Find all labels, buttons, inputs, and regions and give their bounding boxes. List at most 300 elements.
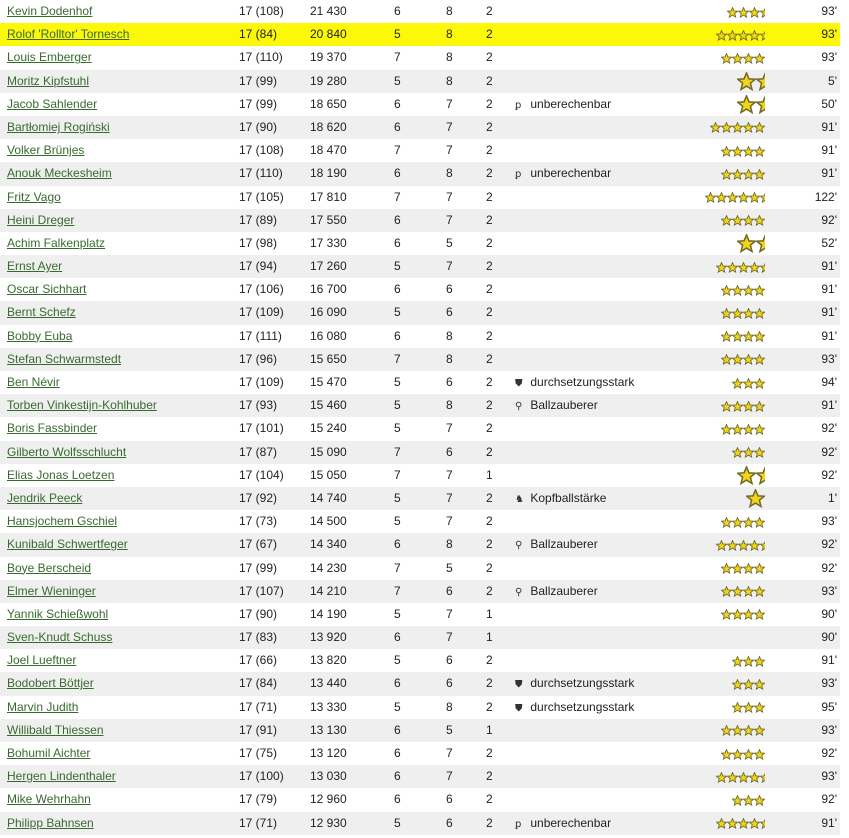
fitness-value: 91' (821, 815, 837, 830)
skill-value-2: 8 (446, 351, 453, 366)
star-icon (727, 262, 738, 273)
shield-icon: ⛊ (515, 679, 523, 691)
table-row (0, 209, 840, 232)
fitness-value: 93' (821, 27, 837, 42)
star-icon (754, 586, 765, 597)
skill-value-3: 2 (486, 699, 493, 714)
player-age: 17 (87) (239, 444, 278, 459)
star-rating (721, 422, 765, 436)
fitness-value: 91' (821, 259, 837, 274)
skill-value-2: 7 (446, 514, 453, 529)
star-icon (721, 424, 732, 435)
player-age: 17 (94) (239, 259, 278, 274)
fitness-value: 1' (828, 490, 837, 505)
star-rating (721, 214, 765, 228)
star-icon (716, 818, 727, 829)
fitness-value: 91' (821, 328, 837, 343)
skill-value-2: 6 (446, 792, 453, 807)
fitness-value: 91' (821, 653, 837, 668)
star-rating (721, 283, 765, 297)
star-icon (737, 466, 756, 485)
player-age: 17 (99) (239, 560, 278, 575)
specialty-label: Ballzauberer (530, 583, 598, 598)
star-icon (743, 702, 754, 713)
star-icon (721, 563, 732, 574)
market-value: 13 920 (310, 630, 347, 645)
skill-value-2: 7 (446, 189, 453, 204)
fitness-value: 92' (821, 746, 837, 760)
skill-value-1: 5 (394, 490, 401, 505)
player-age: 17 (108) (239, 4, 284, 18)
star-icon (710, 122, 721, 133)
skill-value-3: 2 (486, 653, 493, 668)
skill-value-2: 5 (446, 722, 453, 737)
half-star-icon (756, 95, 766, 114)
skill-value-3: 1 (486, 722, 493, 737)
star-icon (732, 378, 743, 389)
star-rating (732, 793, 765, 807)
market-value: 12 930 (310, 815, 347, 830)
market-value: 14 210 (310, 583, 347, 598)
skill-value-3: 2 (486, 444, 493, 459)
star-icon (749, 262, 760, 273)
player-name-link[interactable]: Hansjochem Gschiel (7, 514, 118, 529)
half-star-icon (760, 7, 766, 18)
table-row (0, 23, 840, 46)
star-rating (716, 28, 766, 42)
star-icon (743, 447, 754, 458)
half-star-icon (760, 772, 766, 783)
skill-value-3: 2 (486, 166, 493, 181)
skill-value-2: 8 (446, 328, 453, 343)
star-icon (732, 679, 743, 690)
table-row (0, 487, 840, 510)
star-icon (732, 749, 743, 760)
market-value: 14 340 (310, 537, 347, 552)
table-row (0, 116, 840, 139)
player-name-link[interactable]: Philipp Bahnsen (7, 815, 94, 830)
star-rating (710, 121, 765, 135)
player-name-link[interactable]: Stefan Schwarmstedt (7, 351, 122, 366)
market-value: 15 050 (310, 467, 347, 482)
player-age: 17 (109) (239, 375, 284, 389)
table-row (0, 255, 840, 278)
star-rating (721, 167, 765, 181)
skill-value-2: 8 (446, 4, 453, 18)
player-name-link[interactable]: Yannik Schießwohl (7, 606, 109, 621)
market-value: 13 820 (310, 653, 347, 668)
star-icon (743, 146, 754, 157)
skill-value-3: 1 (486, 606, 493, 621)
star-rating (737, 95, 766, 114)
star-icon (754, 285, 765, 296)
specialty (515, 696, 634, 720)
player-age: 17 (108) (239, 143, 284, 158)
star-rating (721, 608, 765, 622)
market-value: 15 240 (310, 421, 347, 436)
market-value: 14 190 (310, 606, 347, 621)
player-name-link[interactable]: Fritz Vago (7, 189, 61, 204)
star-icon (738, 540, 749, 551)
skill-value-1: 5 (394, 606, 401, 621)
player-name-link[interactable]: Torben Vinkestijn-Kohlhuber (7, 398, 157, 413)
skill-value-2: 7 (446, 630, 453, 645)
half-star-icon (760, 818, 766, 829)
star-icon (716, 772, 727, 783)
skill-value-3: 2 (486, 769, 493, 784)
table-row (0, 696, 840, 719)
star-icon (716, 30, 727, 41)
star-icon (743, 331, 754, 342)
star-icon (716, 540, 727, 551)
fitness-value: 92' (821, 421, 837, 436)
specialty (515, 93, 611, 117)
player-age: 17 (92) (239, 490, 278, 505)
skill-value-2: 7 (446, 259, 453, 274)
star-icon (743, 401, 754, 412)
skill-value-2: 8 (446, 73, 453, 88)
table-row (0, 70, 840, 93)
skill-value-2: 7 (446, 119, 453, 134)
star-rating (721, 724, 765, 738)
player-age: 17 (84) (239, 676, 278, 691)
skill-value-1: 6 (394, 676, 401, 691)
star-icon (727, 30, 738, 41)
skill-value-3: 2 (486, 50, 493, 65)
skill-value-1: 6 (394, 630, 401, 645)
star-rating (732, 677, 765, 691)
skill-value-2: 7 (446, 606, 453, 621)
player-name-link[interactable]: Elias Jonas Loetzen (7, 467, 115, 482)
star-icon (721, 609, 732, 620)
star-icon (754, 424, 765, 435)
market-value: 18 650 (310, 96, 347, 111)
star-rating (721, 51, 765, 65)
ball-icon: ⚲ (515, 401, 523, 413)
skill-value-2: 6 (446, 653, 453, 668)
skill-value-3: 2 (486, 490, 493, 505)
specialty (515, 812, 611, 836)
fitness-value: 50' (821, 96, 837, 111)
star-icon (754, 215, 765, 226)
market-value: 19 280 (310, 73, 347, 88)
player-name-link[interactable]: Hergen Lindenthaler (7, 769, 116, 784)
skill-value-1: 7 (394, 467, 401, 482)
skill-value-2: 8 (446, 166, 453, 181)
skill-value-1: 7 (394, 143, 401, 158)
player-age: 17 (67) (239, 537, 278, 552)
specialty-label: durchsetzungsstark (530, 676, 635, 691)
table-row (0, 533, 840, 556)
player-name-link[interactable]: Bernt Schefz (7, 305, 76, 320)
market-value: 21 430 (310, 4, 347, 18)
player-age: 17 (99) (239, 73, 278, 88)
skill-value-3: 1 (486, 630, 493, 645)
table-row (0, 672, 840, 695)
skill-value-3: 2 (486, 73, 493, 88)
market-value: 16 090 (310, 305, 347, 320)
star-icon (754, 146, 765, 157)
player-name-link[interactable]: Achim Falkenplatz (7, 235, 106, 250)
fitness-value: 93' (821, 676, 837, 691)
star-rating (716, 538, 766, 552)
star-rating (732, 376, 765, 390)
fitness-value: 93' (821, 769, 837, 784)
market-value: 18 190 (310, 166, 347, 181)
star-icon (732, 656, 743, 667)
skill-value-3: 2 (486, 375, 493, 389)
table-row (0, 371, 840, 394)
market-value: 14 500 (310, 514, 347, 529)
table-row (0, 394, 840, 417)
star-icon (721, 354, 732, 365)
skill-value-2: 5 (446, 235, 453, 250)
table-row (0, 765, 840, 788)
fitness-value: 95' (821, 699, 837, 714)
star-icon (743, 609, 754, 620)
market-value: 16 700 (310, 282, 347, 297)
player-name-link[interactable]: Jendrik Peeck (7, 490, 83, 505)
market-value: 16 080 (310, 328, 347, 343)
player-name-link[interactable]: Bohumil Aichter (7, 746, 91, 760)
star-icon (743, 656, 754, 667)
fitness-value: 92' (821, 792, 837, 807)
skill-value-2: 7 (446, 212, 453, 227)
table-row (0, 46, 840, 69)
player-name-link[interactable]: Ernst Ayer (7, 259, 63, 274)
star-rating (716, 817, 766, 831)
star-icon (743, 53, 754, 64)
table-row (0, 325, 840, 348)
star-icon (738, 30, 749, 41)
skill-value-1: 7 (394, 351, 401, 366)
player-age: 17 (90) (239, 119, 278, 134)
table-row (0, 626, 840, 649)
star-icon (754, 401, 765, 412)
skill-value-3: 2 (486, 259, 493, 274)
player-age: 17 (84) (239, 27, 278, 42)
table-row (0, 464, 840, 487)
star-icon (721, 401, 732, 412)
skill-value-2: 6 (446, 583, 453, 598)
star-icon (738, 262, 749, 273)
player-name-link[interactable]: Willibald Thiessen (7, 722, 104, 737)
star-icon (754, 656, 765, 667)
star-rating (716, 770, 766, 784)
player-name-link[interactable]: Heini Dreger (7, 212, 75, 227)
market-value: 14 740 (310, 490, 347, 505)
star-icon (721, 53, 732, 64)
player-name-link[interactable]: Volker Brünjes (7, 143, 85, 158)
skill-value-3: 1 (486, 467, 493, 482)
star-icon (743, 749, 754, 760)
market-value: 13 030 (310, 769, 347, 784)
player-name-link[interactable]: Anouk Meckesheim (7, 166, 112, 181)
skill-value-2: 8 (446, 398, 453, 413)
star-rating (732, 446, 765, 460)
star-icon (754, 169, 765, 180)
star-icon (732, 795, 743, 806)
specialty-label: Ballzauberer (530, 398, 598, 413)
star-icon (721, 285, 732, 296)
star-icon (754, 702, 765, 713)
player-name-link[interactable]: Bodobert Böttjer (7, 676, 94, 691)
player-name-link[interactable]: Joel Lueftner (7, 653, 77, 668)
player-name-link[interactable]: Boris Fassbinder (7, 421, 98, 436)
fitness-value: 93' (821, 50, 837, 65)
player-age: 17 (96) (239, 351, 278, 366)
star-icon (705, 192, 716, 203)
star-rating (721, 562, 765, 576)
half-star-icon (760, 262, 766, 273)
fitness-value: 90' (821, 630, 837, 645)
specialty (515, 394, 598, 418)
skill-value-3: 2 (486, 537, 493, 552)
table-row (0, 742, 840, 765)
skill-value-3: 2 (486, 351, 493, 366)
player-name-link[interactable]: Sven-Knudt Schuss (7, 630, 113, 645)
market-value: 15 090 (310, 444, 347, 459)
star-icon (732, 609, 743, 620)
star-rating (721, 585, 765, 599)
player-name-link[interactable]: Moritz Kipfstuhl (7, 73, 90, 88)
star-icon (743, 586, 754, 597)
fitness-value: 92' (821, 444, 837, 459)
star-icon (743, 215, 754, 226)
market-value: 17 550 (310, 212, 347, 227)
star-icon (754, 378, 765, 389)
player-name-link[interactable]: Jacob Sahlender (7, 96, 98, 111)
specialty-label: Kopfballstärke (530, 490, 607, 505)
skill-value-3: 2 (486, 792, 493, 807)
star-icon (721, 331, 732, 342)
table-row (0, 788, 840, 811)
player-age: 17 (101) (239, 421, 284, 436)
star-icon (716, 262, 727, 273)
fitness-value: 90' (821, 606, 837, 621)
table-row (0, 580, 840, 603)
shield-icon: ⛊ (515, 702, 523, 714)
fitness-value: 94' (821, 375, 837, 389)
star-icon (732, 285, 743, 296)
shoe-icon: ꝑ (515, 169, 522, 181)
fitness-value: 92' (821, 212, 837, 227)
player-name-link[interactable]: Bartłomiej Rogiński (7, 119, 110, 134)
player-name-link[interactable]: Bobby Euba (7, 328, 73, 343)
star-icon (732, 53, 743, 64)
market-value: 17 330 (310, 235, 347, 250)
skill-value-3: 2 (486, 189, 493, 204)
star-icon (732, 215, 743, 226)
skill-value-1: 7 (394, 189, 401, 204)
player-name-link[interactable]: Rolof 'Rolltor' Tornesch (7, 27, 130, 42)
fitness-value: 91' (821, 282, 837, 297)
header-icon: ♞ (515, 493, 524, 505)
player-name-link[interactable]: Gilberto Wolfsschlucht (7, 444, 127, 459)
star-icon (754, 122, 765, 133)
star-icon (754, 447, 765, 458)
table-row (0, 812, 840, 835)
star-icon (732, 401, 743, 412)
star-icon (732, 586, 743, 597)
player-name-link[interactable]: Kunibald Schwertfeger (7, 537, 128, 552)
player-name-link[interactable]: Kevin Dodenhof (7, 4, 93, 18)
market-value: 12 960 (310, 792, 347, 807)
shoe-icon: ꝑ (515, 99, 522, 111)
skill-value-3: 2 (486, 305, 493, 320)
player-name-link[interactable]: Marvin Judith (7, 699, 79, 714)
specialty (515, 371, 634, 395)
skill-value-1: 7 (394, 50, 401, 65)
star-rating (737, 234, 766, 253)
player-name-link[interactable]: Mike Wehrhahn (7, 792, 91, 807)
skill-value-2: 6 (446, 282, 453, 297)
player-age: 17 (100) (239, 769, 284, 784)
player-name-link[interactable]: Boye Berscheid (7, 560, 92, 575)
skill-value-3: 2 (486, 143, 493, 158)
fitness-value: 52' (821, 235, 837, 250)
skill-value-2: 7 (446, 96, 453, 111)
specialty-label: durchsetzungsstark (530, 375, 635, 389)
star-icon (721, 517, 732, 528)
table-row (0, 232, 840, 255)
skill-value-2: 7 (446, 421, 453, 436)
star-icon (754, 609, 765, 620)
player-age: 17 (79) (239, 792, 278, 807)
player-name-link[interactable]: Elmer Wieninger (7, 583, 96, 598)
star-icon (743, 378, 754, 389)
fitness-value: 93' (821, 583, 837, 598)
star-icon (749, 7, 760, 18)
specialty (515, 533, 598, 557)
fitness-value: 91' (821, 119, 837, 134)
skill-value-1: 5 (394, 305, 401, 320)
player-name-link[interactable]: Louis Emberger (7, 50, 92, 65)
star-icon (754, 354, 765, 365)
fitness-value: 122' (814, 189, 837, 204)
fitness-value: 91' (821, 305, 837, 320)
player-age: 17 (73) (239, 514, 278, 529)
player-age: 17 (89) (239, 212, 278, 227)
skill-value-3: 2 (486, 815, 493, 830)
skill-value-1: 6 (394, 4, 401, 18)
star-icon (721, 749, 732, 760)
star-icon (754, 795, 765, 806)
star-icon (727, 772, 738, 783)
table-row (0, 441, 840, 464)
skill-value-3: 2 (486, 398, 493, 413)
skill-value-2: 6 (446, 676, 453, 691)
star-icon (721, 122, 732, 133)
star-icon (743, 354, 754, 365)
player-age: 17 (111) (239, 328, 282, 343)
skill-value-1: 5 (394, 375, 401, 389)
player-age: 17 (105) (239, 189, 284, 204)
player-name-link[interactable]: Oscar Sichhart (7, 282, 87, 297)
player-age: 17 (90) (239, 606, 278, 621)
skill-value-1: 6 (394, 746, 401, 760)
skill-value-1: 6 (394, 722, 401, 737)
market-value: 17 810 (310, 189, 347, 204)
star-icon (743, 122, 754, 133)
half-star-icon (760, 540, 766, 551)
player-name-link[interactable]: Ben Névir (7, 375, 60, 389)
market-value: 13 120 (310, 746, 347, 760)
skill-value-2: 7 (446, 143, 453, 158)
table-row (0, 649, 840, 672)
skill-value-2: 8 (446, 699, 453, 714)
skill-value-1: 7 (394, 444, 401, 459)
